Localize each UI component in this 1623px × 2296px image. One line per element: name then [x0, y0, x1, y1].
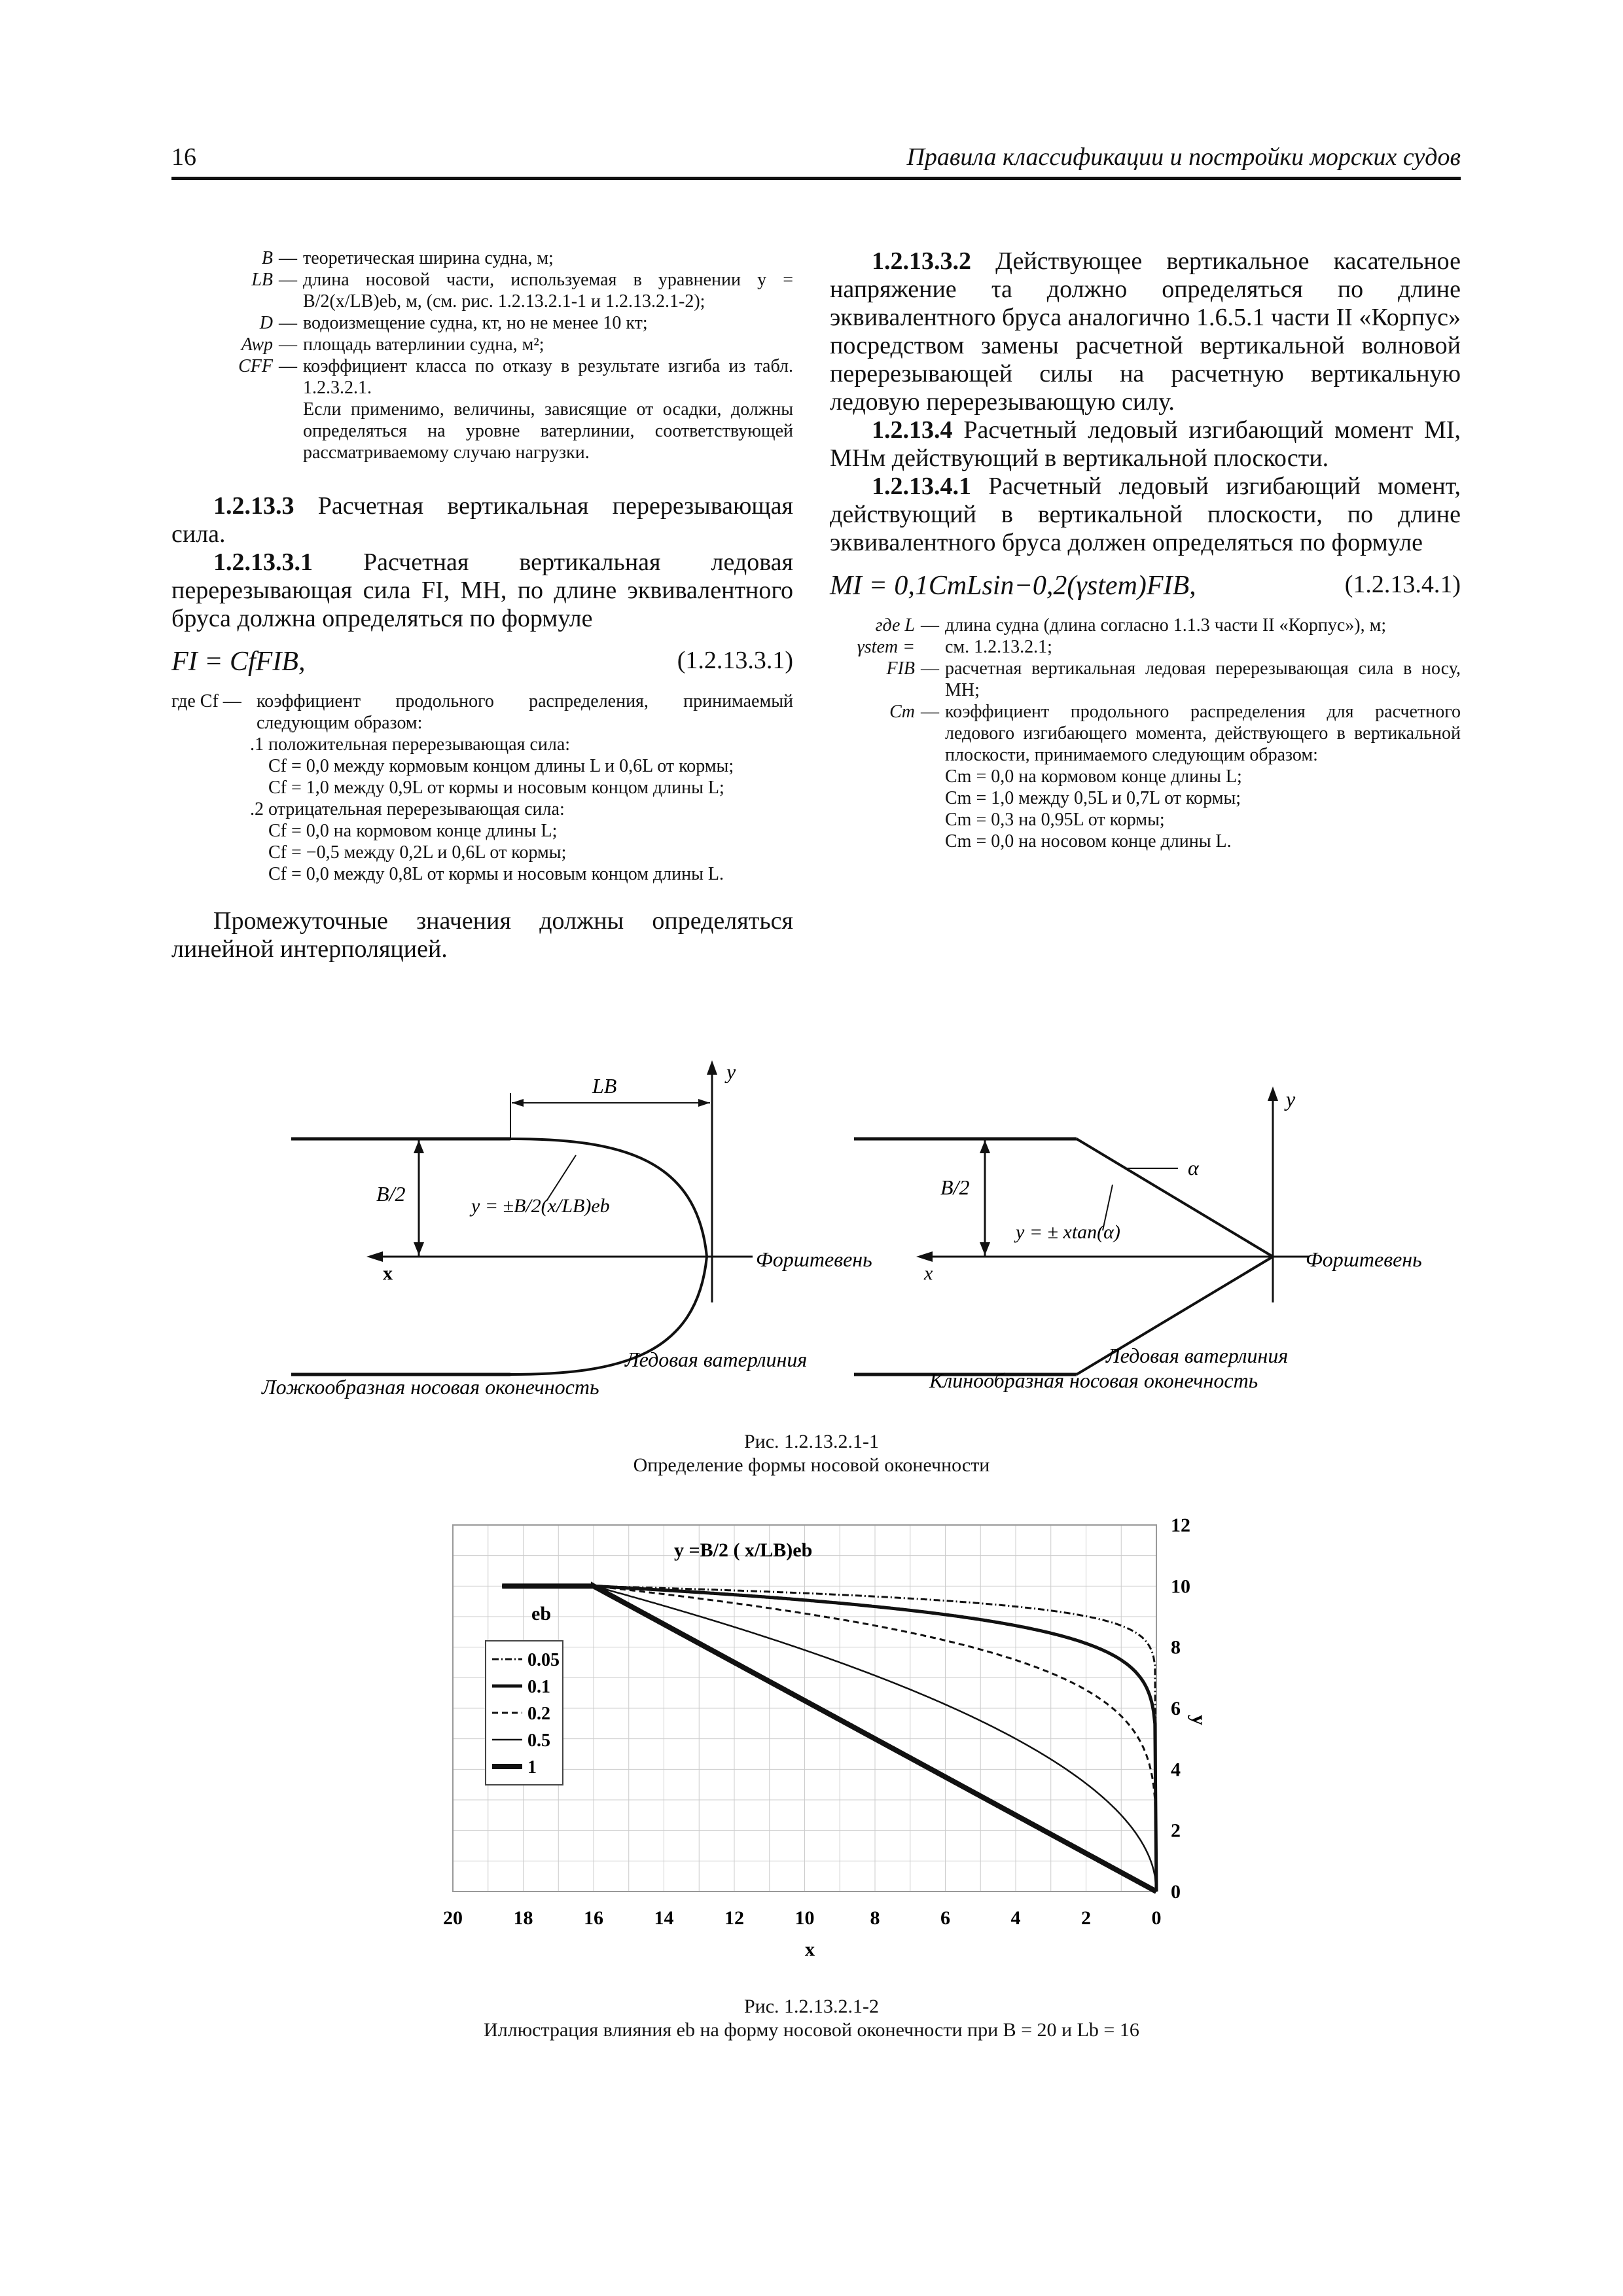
x-tick-labels [443, 1907, 1162, 1929]
spoon-equation: y = ±B/2(x/LB)eb [471, 1195, 610, 1217]
case-title: .1 положительная перерезывающая сила: [250, 734, 571, 755]
def-row: B — теоретическая ширина судна, м; [171, 247, 793, 269]
def-text: теоретическая ширина судна, м; [303, 248, 554, 268]
symbol-definitions-right [830, 615, 1461, 852]
x-tick-label: 16 [584, 1907, 603, 1929]
legend-title: eb [531, 1603, 551, 1624]
y-axis-label: y [1188, 1715, 1211, 1725]
arrow-head [707, 1060, 717, 1075]
x-tick-label: 10 [794, 1907, 815, 1929]
spoon-bow-diagram [261, 1060, 872, 1399]
alpha-label: α [1188, 1156, 1199, 1179]
wedge-caption: Клинообразная носовая оконечность [929, 1369, 1258, 1392]
def-text: длина носовой части, используемая в уравнении y = B/2(x/LB)eb, м, (см. рис. 1.2.13.2.1-1 и 1.2.13.2.1-2); [303, 270, 793, 312]
stem-label: Форштевень [756, 1247, 872, 1271]
def-text: длина судна (длина согласно 1.1.3 части II «Корпус»), м; [945, 615, 1387, 636]
figure2-caption [0, 1995, 1623, 2042]
y-tick-label: 8 [1171, 1636, 1181, 1659]
header-rule [171, 177, 1461, 180]
figure2-number: Рис. 1.2.13.2.1-2 [743, 1996, 880, 2017]
y-tick-label: 4 [1171, 1759, 1181, 1781]
symbol-definitions [171, 247, 793, 463]
def-symbol: Awp [241, 334, 273, 355]
section-number: 1.2.13.3.1 [213, 548, 313, 576]
def-symbol: D [259, 313, 273, 333]
y-tick-label: 2 [1171, 1820, 1181, 1842]
x-tick-label: 6 [940, 1907, 950, 1929]
case-line: Cf = 0,0 между 0,8L от кормы и носовым концом длины L. [268, 864, 724, 884]
closing-paragraph: Промежуточные значения должны определяться линейной интерполяцией. [171, 907, 793, 963]
x-label: x [924, 1263, 933, 1284]
formula-number: (1.2.13.3.1) [677, 647, 793, 674]
legend-label: 0.2 [527, 1704, 550, 1724]
formula-number: (1.2.13.4.1) [1344, 571, 1461, 598]
cm-line: Cm = 1,0 между 0,5L и 0,7L от кормы; [945, 788, 1241, 808]
stem-label: Форштевень [1306, 1247, 1422, 1271]
eb-influence-chart [393, 1499, 1243, 1964]
legend-label: 1 [527, 1757, 537, 1778]
x-tick-label: 2 [1081, 1907, 1091, 1929]
x-tick-label: 14 [654, 1907, 674, 1929]
spoon-caption: Ложкообразная носовая оконечность [262, 1375, 599, 1399]
x-tick-label: 20 [443, 1907, 463, 1929]
def-row: LB — длина носовой части, используемая в уравнении y = B/2(x/LB)eb, м, (см. рис. 1.2.13.2.1-1 и 1.2.13.2.1-2); [171, 269, 793, 312]
section-number: 1.2.13.3 [213, 492, 294, 520]
section-1-2-13-3 [171, 492, 793, 633]
y-tick-label: 10 [1171, 1575, 1190, 1598]
def-symbol: LB [251, 270, 273, 290]
def-symbol: γstem = [857, 637, 915, 657]
case-line: Cf = −0,5 между 0,2L и 0,6L от кормы; [268, 842, 567, 863]
b2-label: B/2 [376, 1182, 406, 1206]
def-text: водоизмещение судна, кт, но не менее 10 кт; [303, 313, 648, 333]
def-symbol: Cm [889, 702, 915, 722]
y-label: y [1286, 1087, 1296, 1111]
paragraph-text: Расчетный ледовый изгибающий момент MI, МНм действующий в вертикальной плоскости. [830, 416, 1461, 472]
x-tick-label: 4 [1010, 1907, 1021, 1929]
cm-line: Cm = 0,3 на 0,95L от кормы; [945, 810, 1165, 830]
y-tick-label: 0 [1171, 1881, 1181, 1903]
formula-shear-force [171, 646, 793, 677]
x-tick-label: 0 [1151, 1907, 1162, 1929]
def-text: коэффициент продольного распределения для расчетного ледового изгибающего момента, действующего в вертикальной плоскости, принимаемого следующим образом: [945, 702, 1461, 765]
legend-label: 0.1 [527, 1677, 550, 1697]
paragraph-text: Действующее вертикальное касательное напряжение τa должно определяться по длине эквивалентного бруса аналогично 1.6.5.1 части II «Корпус» посредством замены расчетной вертикальной волновой перерезывающей силы на расчетную вертикальную ледовую перерезывающую силу. [830, 247, 1461, 416]
def-row: Awp — площадь ватерлинии судна, м²; [171, 334, 793, 355]
x-tick-label: 18 [513, 1907, 533, 1929]
case-line: Cf = 1,0 между 0,9L от кормы и носовым концом длины L; [268, 778, 724, 798]
y-tick-label: 12 [1171, 1515, 1190, 1536]
def-symbol: FIB [886, 658, 915, 679]
def-row: D — водоизмещение судна, кт, но не менее 10 кт; [171, 312, 793, 334]
def-text: площадь ватерлинии судна, м²; [303, 334, 544, 355]
def-row: CFF — коэффициент класса по отказу в результате изгиба из табл. 1.2.3.2.1. [171, 355, 793, 399]
section-number: 1.2.13.4 [872, 416, 953, 444]
page-number: 16 [171, 143, 196, 171]
section-number: 1.2.13.4.1 [872, 473, 971, 500]
x-label: x [383, 1263, 393, 1284]
waterline-label: Ледовая ватерлиния [625, 1348, 808, 1371]
cf-definition [171, 691, 793, 885]
left-column [171, 247, 793, 963]
figure1-caption [0, 1430, 1623, 1477]
cm-line: Cm = 0,0 на кормовом конце длины L; [945, 766, 1242, 787]
b2-label: B/2 [940, 1175, 970, 1199]
def-row: Cm — коэффициент продольного распределения для расчетного ледового изгибающего момента, действующего в вертикальной плоскости, принимаемого следующим образом: [830, 701, 1461, 766]
def-row: FIB — расчетная вертикальная ледовая перерезывающая сила в носу, МН; [830, 658, 1461, 701]
case-title: .2 отрицательная перерезывающая сила: [250, 799, 565, 819]
arrow-head [366, 1251, 383, 1262]
where-symbol: где Cf — [171, 691, 241, 711]
where-text: коэффициент продольного распределения, принимаемый следующим образом: [257, 691, 793, 733]
chart-legend [486, 1603, 563, 1785]
formula-expression: MI = 0,1CmLsin−0,2(γstem)FIB, [830, 571, 1196, 601]
figure1-number: Рис. 1.2.13.2.1-1 [743, 1431, 880, 1452]
wedge-equation: y = ± xtan(α) [1016, 1221, 1120, 1243]
y-tick-labels [1171, 1515, 1190, 1903]
x-tick-label: 12 [724, 1907, 744, 1929]
formula-expression: FI = CfFIB, [171, 647, 306, 677]
paragraph-text: Расчетный ледовый изгибающий момент, действующий в вертикальной плоскости, по длине эквивалентного бруса должен определяться по формуле [830, 473, 1461, 556]
wedge-bow-diagram [854, 1086, 1422, 1392]
y-label: y [726, 1060, 736, 1083]
lb-label: LB [592, 1074, 617, 1098]
def-text: расчетная вертикальная ледовая перерезывающая сила в носу, МН; [945, 658, 1461, 700]
def-symbol: B [261, 248, 273, 268]
right-column [830, 247, 1461, 852]
defs-note: Если применимо, величины, зависящие от осадки, должны определяться на уровне ватерлинии, соответствующей рассматриваемому случаю нагрузки. [303, 399, 793, 463]
case-line: Cf = 0,0 на кормовом конце длины L; [268, 821, 558, 841]
figure1-title: Определение формы носовой оконечности [633, 1454, 990, 1476]
def-text: см. 1.2.13.2.1; [945, 637, 1052, 657]
section-heading: Расчетная вертикальная перерезывающая сила. [171, 492, 793, 548]
running-title: Правила классификации и постройки морских судов [906, 143, 1461, 171]
def-symbol: где L [875, 615, 915, 636]
section-number: 1.2.13.3.2 [872, 247, 971, 275]
def-row [830, 636, 1461, 658]
legend-label: 0.05 [527, 1650, 560, 1670]
def-text: коэффициент класса по отказу в результате изгиба из табл. 1.2.3.2.1. [303, 356, 793, 398]
def-symbol: CFF [238, 356, 273, 376]
x-tick-label: 8 [870, 1907, 880, 1929]
cm-line: Cm = 0,0 на носовом конце длины L. [945, 831, 1232, 852]
figure2-title: Иллюстрация влияния eb на форму носовой оконечности при B = 20 и Lb = 16 [484, 2019, 1139, 2041]
def-row: где L — длина судна (длина согласно 1.1.3 части II «Корпус»), м; [830, 615, 1461, 636]
legend-label: 0.5 [527, 1731, 550, 1751]
chart-title: y =B/2 ( x/LB)eb [674, 1539, 813, 1561]
bow-shape-figure [0, 1041, 1623, 1420]
case-line: Cf = 0,0 между кормовым концом длины L и 0,6L от кормы; [268, 756, 734, 776]
y-tick-label: 6 [1171, 1698, 1181, 1719]
x-axis-label: x [805, 1939, 815, 1960]
formula-bending-moment [830, 570, 1461, 601]
paragraph-text: Расчетная вертикальная ледовая перерезывающая сила FI, МН, по длине эквивалентного бруса должна определяться по формуле [171, 548, 793, 632]
waterline-label: Ледовая ватерлиния [1106, 1344, 1289, 1367]
